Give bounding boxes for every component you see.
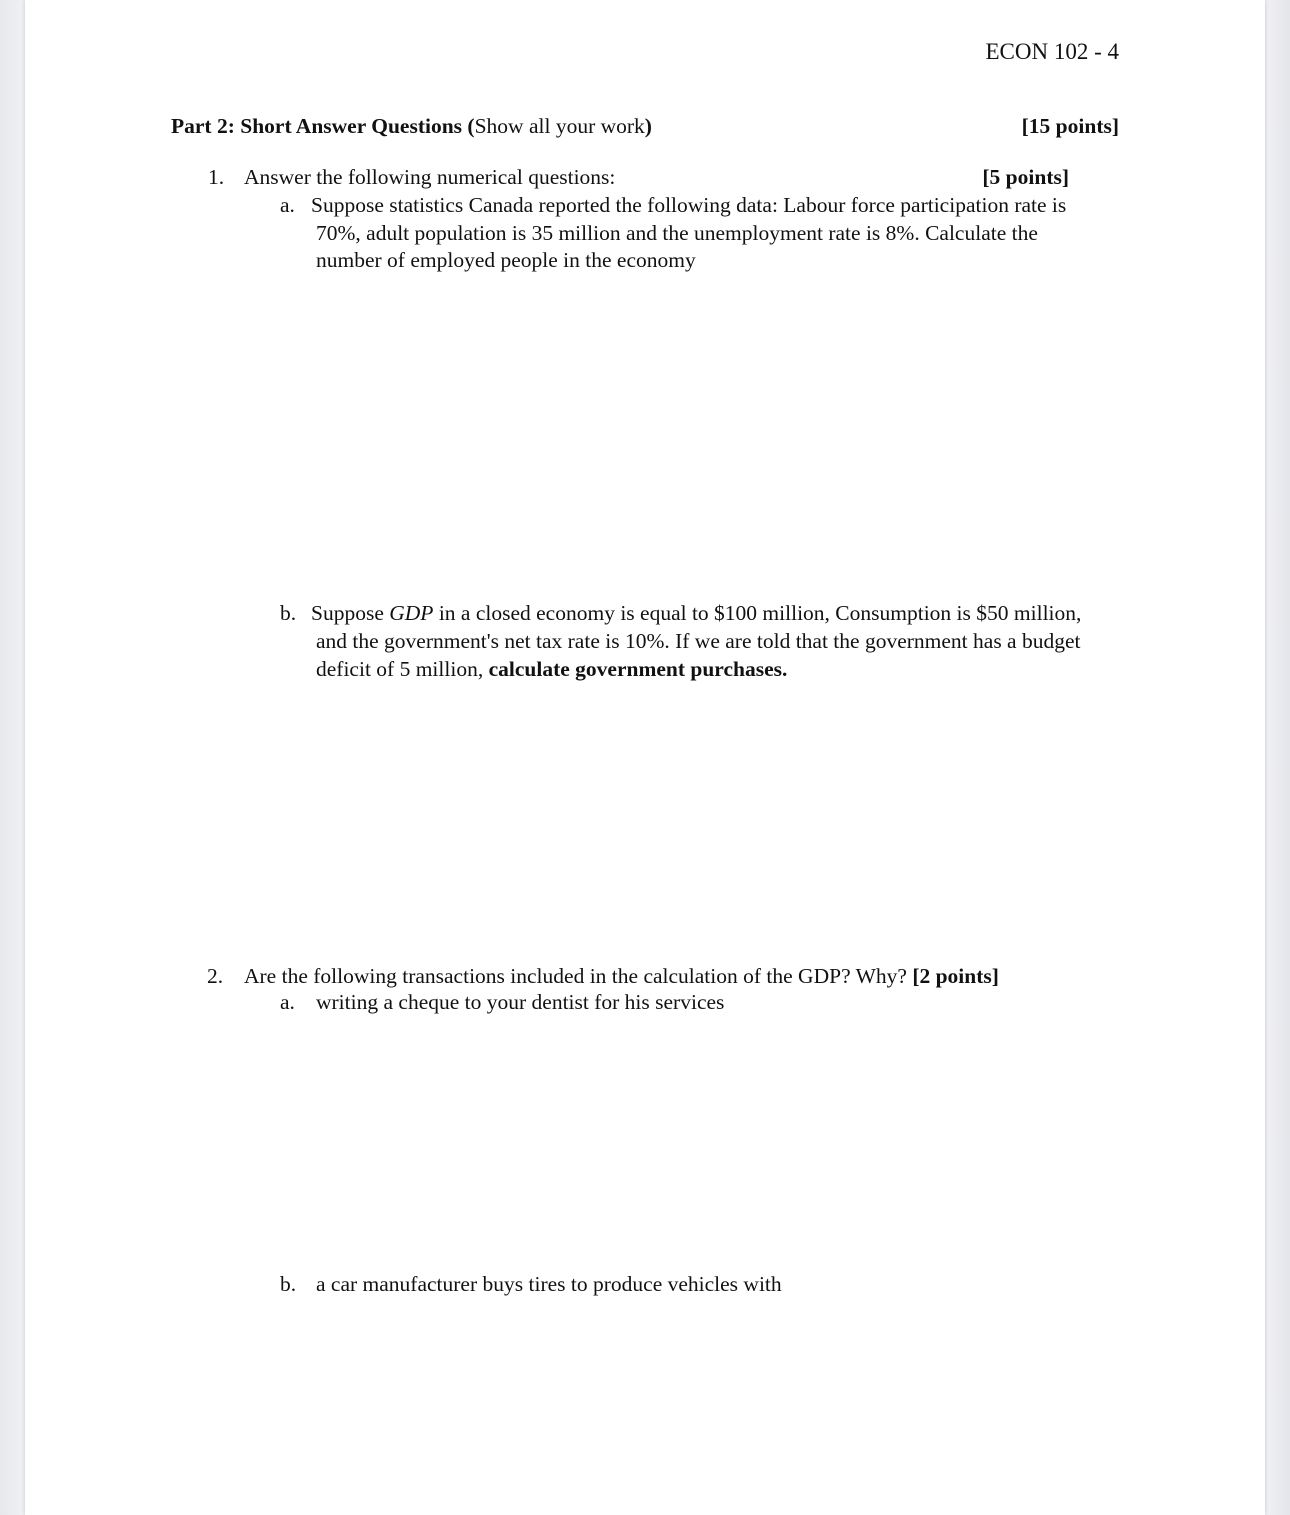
- q1a-label: a.: [280, 193, 295, 217]
- part-title: [171, 112, 652, 140]
- q2b-label: b.: [280, 1272, 297, 1296]
- q1-text: Answer the following numerical questions:: [244, 165, 616, 189]
- q1-number: 1.: [208, 165, 225, 189]
- q1b-line-1: [311, 599, 1081, 627]
- q1b-label: b.: [280, 601, 297, 625]
- q1-points: [5 points]: [982, 165, 1069, 189]
- q1b-line-2: and the government's net tax rate is 10%. If we are told that the government has a budget: [316, 629, 1081, 653]
- q2-text: [244, 962, 999, 990]
- q2a-label: a.: [280, 990, 295, 1014]
- q1b-line-3-bold: calculate government purchases.: [488, 657, 788, 681]
- part-title-instruction: Show all your work: [474, 114, 645, 138]
- part-title-bold: Part 2: Short Answer Questions (: [171, 114, 475, 138]
- q1a-line-1: Suppose statistics Canada reported the following data: Labour force participation rate is: [311, 193, 1067, 217]
- document-page: [25, 0, 1265, 1515]
- q1b-line-1-post: in a closed economy is equal to $100 million, Consumption is $50 million,: [433, 601, 1082, 625]
- q1b-gdp-term: GDP: [389, 601, 434, 625]
- q1b-line-3: [316, 655, 787, 683]
- q2-points: [2 points]: [912, 964, 999, 988]
- q1a-line-3: number of employed people in the economy: [316, 248, 696, 272]
- q2b-text: a car manufacturer buys tires to produce vehicles with: [316, 1272, 782, 1296]
- q2-number: 2.: [207, 964, 224, 988]
- part-points: [15 points]: [1021, 114, 1119, 138]
- part-title-close: ): [644, 114, 652, 138]
- q2a-text: writing a cheque to your dentist for his services: [316, 990, 725, 1014]
- course-code-header: ECON 102 - 4: [985, 39, 1119, 64]
- q1b-line-3-normal: deficit of 5 million,: [316, 657, 489, 681]
- q1a-line-2: 70%, adult population is 35 million and the unemployment rate is 8%. Calculate the: [316, 221, 1038, 245]
- q1b-line-1-pre: Suppose: [311, 601, 390, 625]
- q2-question: Are the following transactions included in the calculation of the GDP? Why?: [244, 964, 913, 988]
